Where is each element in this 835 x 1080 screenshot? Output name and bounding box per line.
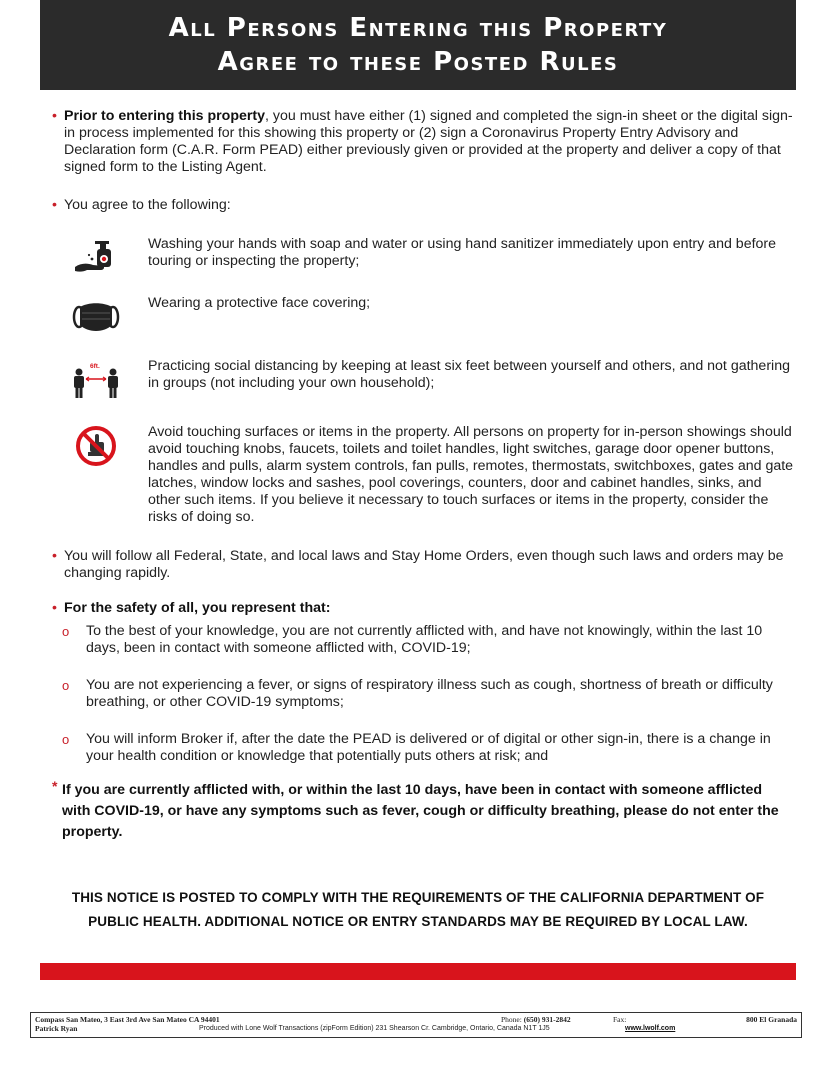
rule-follow-laws [52, 548, 797, 582]
lwolf-link[interactable]: www.lwolf.com [625, 1025, 676, 1032]
agree-item-wash-hands [70, 236, 797, 280]
produced-with: Produced with Lone Wolf Transactions (zipForm Edition) 231 Shearson Cr. Cambridge, Ontario, Canada N1T 1J5 [199, 1025, 550, 1032]
do-not-enter-warning [52, 780, 782, 843]
distance-label: 6ft. [90, 363, 100, 370]
safety-item [62, 623, 797, 657]
rule-safety-heading [52, 600, 797, 617]
property-name: 800 El Granada [746, 1015, 797, 1024]
agree-item-text: Washing your hands with soap and water or using hand sanitizer immediately upon entry and before touring or inspecting the property; [148, 236, 777, 269]
safety-item-text: You are not experiencing a fever, or signs of respiratory illness such as cough, shortness of breath or difficulty breathing, or other COVID-19 symptoms; [86, 677, 773, 710]
face-mask-icon [70, 295, 122, 339]
rule-follow-laws-text: You will follow all Federal, State, and local laws and Stay Home Orders, even though such laws and orders may be changing rapidly. [64, 548, 784, 581]
safety-item-text: To the best of your knowledge, you are not currently afflicted with, and have not knowingly, within the last 10 days, been in contact with someone afflicted with, COVID-19; [86, 623, 763, 656]
cdph-notice [40, 886, 796, 934]
form-footer [30, 1012, 802, 1038]
do-not-enter-text: If you are currently afflicted with, or within the last 10 days, have been in contact with someone afflicted with COVID-19, or have any symptoms such as fever, cough or difficulty breathing, please do not enter the property. [62, 782, 779, 840]
circle-bullet-icon: o [62, 732, 70, 747]
bullet-dot: • [52, 197, 57, 213]
rules-body [52, 108, 797, 785]
title-line-1: All Persons Entering this Property [168, 13, 668, 43]
rule-safety-heading-text: For the safety of all, you represent that: [64, 600, 331, 616]
footer-row-2 [35, 1024, 797, 1034]
notice-line-2: PUBLIC HEALTH. ADDITIONAL NOTICE OR ENTRY STANDARDS MAY BE REQUIRED BY LOCAL LAW. [88, 914, 748, 929]
agree-item-text: Practicing social distancing by keeping at least six feet between yourself and others, and not gathering in groups (not including your own household); [148, 358, 790, 391]
red-divider-bar [40, 963, 796, 980]
agree-list [70, 236, 797, 526]
agree-item-avoid-touching [70, 424, 797, 526]
rule-prior-entry [52, 108, 797, 176]
title-banner [40, 0, 796, 90]
circle-bullet-icon: o [62, 678, 70, 693]
social-distance-icon [70, 358, 122, 402]
agent-name: Patrick Ryan [35, 1024, 78, 1033]
phone-label: Phone: [501, 1015, 524, 1024]
no-touch-icon [70, 424, 122, 468]
safety-item [62, 731, 797, 765]
phone-number: (650) 931-2842 [523, 1015, 571, 1024]
rule-prior-entry-text: , you must have either (1) signed and completed the sign-in sheet or the digital sign-in process implemented for this showing this property or (2) sign a Coronavirus Property Entry Advisory and Declaration form (C.A.R. Form PEAD) either previously given or provided at the property and deliver a copy of that signed form to the Listing Agent. [64, 108, 793, 175]
rule-agree-intro [52, 197, 797, 214]
agree-item-face-covering [70, 295, 797, 339]
fax-label: Fax: [613, 1015, 627, 1024]
rule-agree-intro-text: You agree to the following: [64, 197, 231, 213]
bullet-dot: • [52, 548, 57, 564]
safety-item [62, 677, 797, 711]
safety-item-text: You will inform Broker if, after the date the PEAD is delivered or of digital or other sign-in, there is a change in your health condition or knowledge that potentially puts others at risk; and [86, 731, 771, 764]
rule-prior-entry-bold: Prior to entering this property [64, 108, 266, 124]
bullet-dot: • [52, 600, 57, 616]
bullet-dot: • [52, 108, 57, 124]
agree-item-text: Wearing a protective face covering; [148, 295, 371, 311]
notice-line-1: THIS NOTICE IS POSTED TO COMPLY WITH THE REQUIREMENTS OF THE CALIFORNIA DEPARTMENT OF [71, 890, 765, 905]
hand-sanitizer-icon [70, 236, 122, 280]
agree-item-text: Avoid touching surfaces or items in the property. All persons on property for in-person showings should avoid touching knobs, faucets, toilets and toilet handles, light switches, garage door opener buttons, handles and pulls, alarm system controls, fan pulls, remotes, thermostats, switchboxes, gates and gate latches, window locks and sashes, pool coverings, counters, door and cabinet handles, sinks, and other such items. If you believe it necessary to touch surfaces or items in the property, consider the risks of doing so. [148, 424, 794, 525]
bullet-dot: * [52, 778, 58, 794]
agree-item-social-distancing [70, 358, 797, 402]
title-line-2: Agree to these Posted Rules [217, 47, 619, 77]
circle-bullet-icon: o [62, 624, 70, 639]
office-address: Compass San Mateo, 3 East 3rd Ave San Mateo CA 94401 [35, 1015, 220, 1024]
